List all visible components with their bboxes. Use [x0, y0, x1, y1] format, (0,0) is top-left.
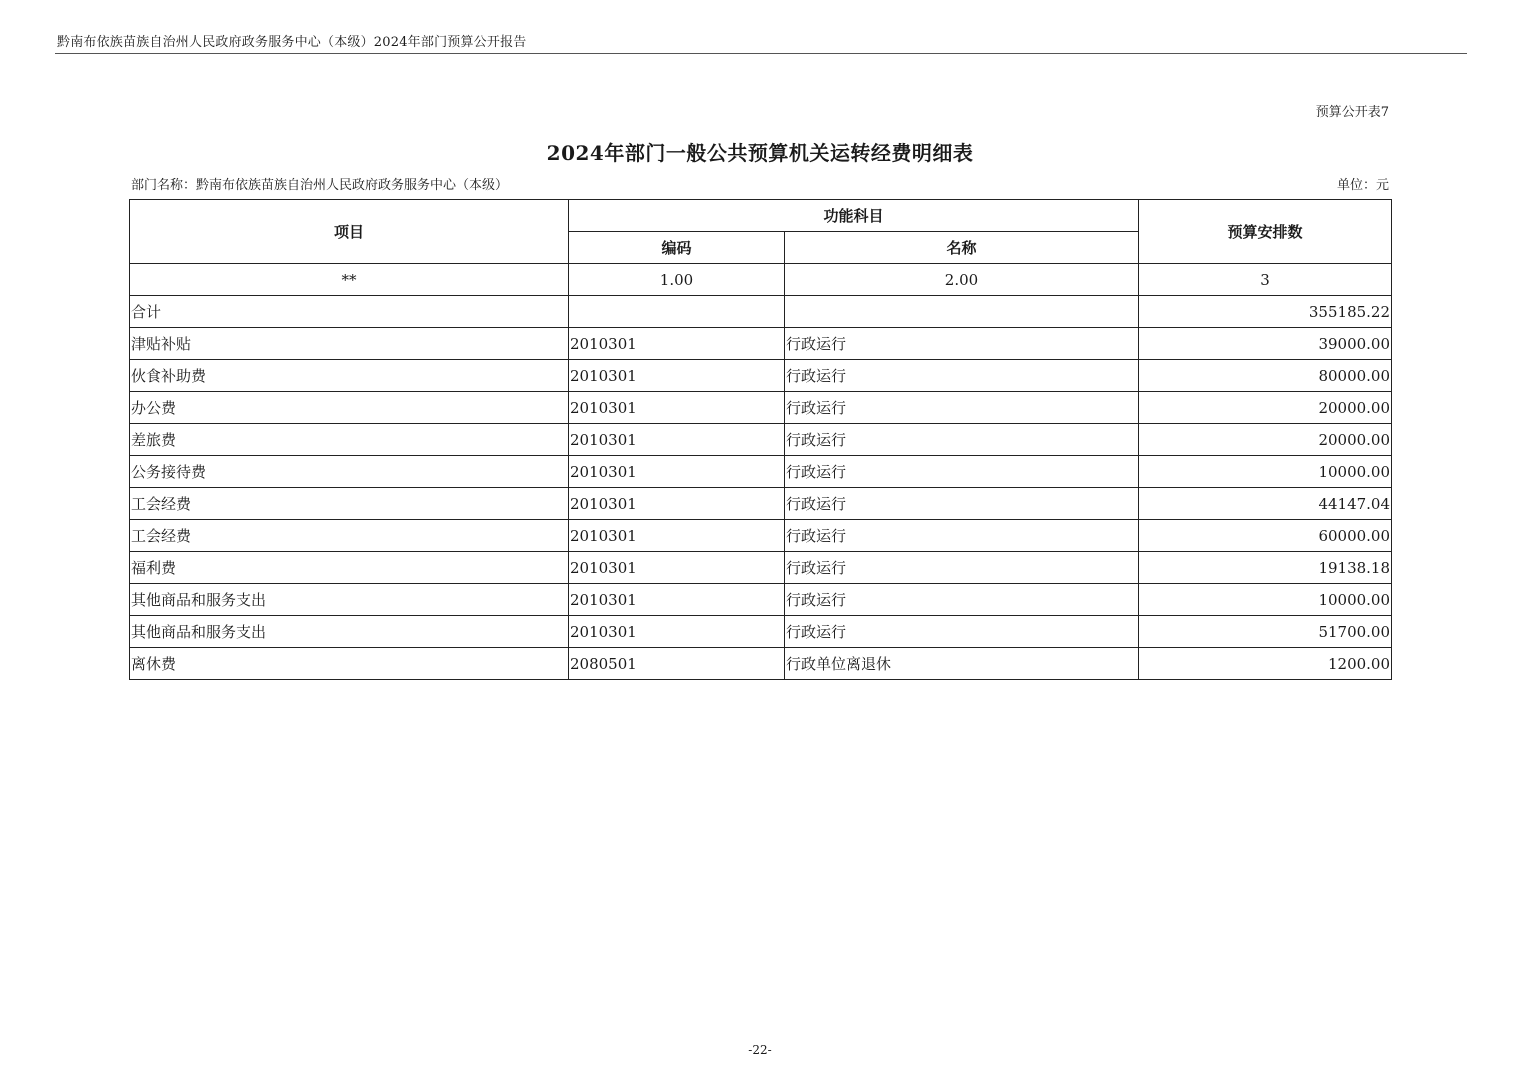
row-code-cell: 2010301 [569, 552, 785, 584]
row-budget-cell: 355185.22 [1139, 296, 1392, 328]
row-item-cell: 其他商品和服务支出 [130, 616, 569, 648]
row-name-cell: 行政单位离退休 [785, 648, 1139, 680]
index-code: 1.00 [569, 264, 785, 296]
header-name: 名称 [785, 232, 1139, 264]
row-name-cell: 行政运行 [785, 488, 1139, 520]
row-name-cell: 行政运行 [785, 328, 1139, 360]
table-row [130, 424, 1392, 456]
row-item-cell: 合计 [130, 296, 569, 328]
row-name-cell: 行政运行 [785, 520, 1139, 552]
index-name: 2.00 [785, 264, 1139, 296]
row-item-cell: 津贴补贴 [130, 328, 569, 360]
row-code-cell: 2010301 [569, 488, 785, 520]
row-item-cell: 离休费 [130, 648, 569, 680]
header-budget: 预算安排数 [1139, 200, 1392, 264]
index-row [130, 264, 1392, 296]
table-row [130, 520, 1392, 552]
row-item-cell: 伙食补助费 [130, 360, 569, 392]
index-budget: 3 [1139, 264, 1392, 296]
row-name-cell: 行政运行 [785, 456, 1139, 488]
row-code-cell [569, 296, 785, 328]
row-code-cell: 2010301 [569, 616, 785, 648]
unit-label: 单位：元 [1336, 178, 1389, 193]
row-item-cell: 差旅费 [130, 424, 569, 456]
table-row [130, 328, 1392, 360]
row-budget-cell: 44147.04 [1139, 488, 1392, 520]
table-row [130, 392, 1392, 424]
row-name-cell: 行政运行 [785, 552, 1139, 584]
header-item: 项目 [130, 200, 569, 264]
row-name-cell: 行政运行 [785, 424, 1139, 456]
row-budget-cell: 20000.00 [1139, 392, 1392, 424]
row-item-cell: 办公费 [130, 392, 569, 424]
row-budget-cell: 51700.00 [1139, 616, 1392, 648]
table-row [130, 616, 1392, 648]
row-budget-cell: 60000.00 [1139, 520, 1392, 552]
table-row [130, 488, 1392, 520]
department-name: 部门名称：黔南布依族苗族自治州人民政府政务服务中心（本级） [131, 178, 509, 193]
row-code-cell: 2010301 [569, 328, 785, 360]
row-budget-cell: 80000.00 [1139, 360, 1392, 392]
table-row [130, 584, 1392, 616]
header-rule [55, 53, 1467, 54]
row-budget-cell: 20000.00 [1139, 424, 1392, 456]
header-code: 编码 [569, 232, 785, 264]
page-number: -22- [748, 1043, 772, 1057]
row-code-cell: 2080501 [569, 648, 785, 680]
row-item-cell: 公务接待费 [130, 456, 569, 488]
header-row-1 [130, 200, 1392, 232]
row-code-cell: 2010301 [569, 584, 785, 616]
row-budget-cell: 39000.00 [1139, 328, 1392, 360]
running-header: 黔南布依族苗族自治州人民政府政务服务中心（本级）2024年部门预算公开报告 [57, 35, 527, 50]
table-code: 预算公开表7 [1315, 105, 1389, 120]
budget-table [129, 199, 1392, 680]
row-name-cell: 行政运行 [785, 360, 1139, 392]
row-item-cell: 工会经费 [130, 488, 569, 520]
table-row [130, 296, 1392, 328]
table-row [130, 552, 1392, 584]
row-name-cell: 行政运行 [785, 584, 1139, 616]
row-code-cell: 2010301 [569, 456, 785, 488]
row-item-cell: 其他商品和服务支出 [130, 584, 569, 616]
row-code-cell: 2010301 [569, 520, 785, 552]
row-code-cell: 2010301 [569, 360, 785, 392]
row-code-cell: 2010301 [569, 392, 785, 424]
row-budget-cell: 10000.00 [1139, 456, 1392, 488]
row-budget-cell: 1200.00 [1139, 648, 1392, 680]
row-code-cell: 2010301 [569, 424, 785, 456]
row-item-cell: 工会经费 [130, 520, 569, 552]
table-row [130, 456, 1392, 488]
index-item: ** [130, 264, 569, 296]
header-function-subject: 功能科目 [569, 200, 1139, 232]
table-row [130, 648, 1392, 680]
document-title: 2024年部门一般公共预算机关运转经费明细表 [546, 141, 974, 165]
table-row [130, 360, 1392, 392]
row-name-cell: 行政运行 [785, 616, 1139, 648]
row-name-cell [785, 296, 1139, 328]
row-name-cell: 行政运行 [785, 392, 1139, 424]
row-item-cell: 福利费 [130, 552, 569, 584]
row-budget-cell: 19138.18 [1139, 552, 1392, 584]
row-budget-cell: 10000.00 [1139, 584, 1392, 616]
